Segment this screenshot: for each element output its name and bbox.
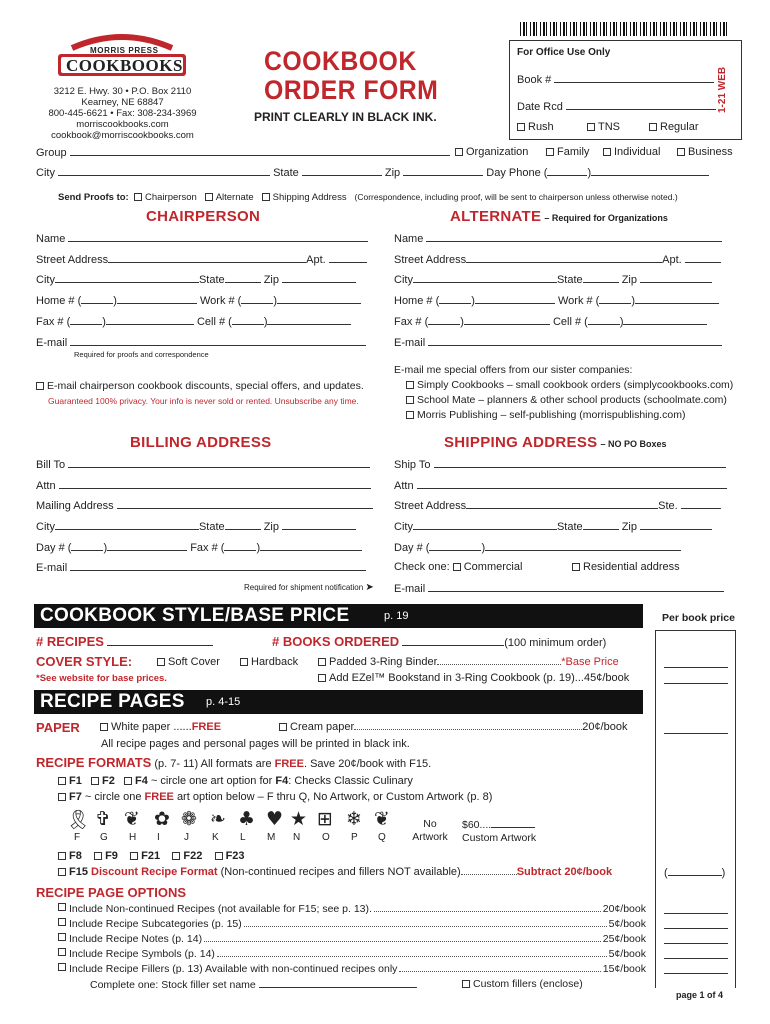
chair-email-field[interactable] xyxy=(70,336,366,346)
bill-to-field[interactable] xyxy=(68,458,370,468)
book-number-field[interactable] xyxy=(554,73,714,83)
morris-publishing-checkbox[interactable] xyxy=(406,411,414,419)
ship-street-field[interactable] xyxy=(466,499,658,509)
chair-state-field[interactable] xyxy=(225,273,261,283)
art-letter: Q xyxy=(378,832,386,843)
send-proofs-label: Send Proofs to: xyxy=(58,192,129,203)
flower-icon[interactable]: ❁ xyxy=(181,808,197,830)
company-address: 3212 E. Hwy. 30 • P.O. Box 2110 Kearney, NE 68847 800-445-6621 • Fax: 308-234-3969 morriscookbooks.com cookbook@morriscookbooks.com xyxy=(48,86,197,141)
business-checkbox[interactable] xyxy=(677,148,685,156)
recipes-field[interactable] xyxy=(107,636,213,646)
alt-work-field[interactable] xyxy=(635,294,719,304)
chair-name-label: Name xyxy=(36,233,66,245)
alt-name-field[interactable] xyxy=(426,232,722,242)
no-po-note: – NO PO Boxes xyxy=(600,439,667,449)
option-row[interactable]: Include Recipe Notes (p. 14) 25¢/book xyxy=(58,933,646,945)
form-title-line1: COOKBOOK xyxy=(264,46,417,76)
ship-day-field[interactable] xyxy=(485,541,681,551)
group-label: Group xyxy=(36,147,67,159)
cream-paper-checkbox[interactable] xyxy=(279,723,287,731)
art-letter: N xyxy=(293,832,301,843)
ship-state-field[interactable] xyxy=(583,520,619,530)
alternate-heading: ALTERNATE xyxy=(450,208,542,225)
chef-hat-icon[interactable]: ♣ xyxy=(238,808,256,830)
filler-set-field[interactable] xyxy=(259,978,417,988)
commercial-checkbox[interactable] xyxy=(453,563,461,571)
art-letter: H xyxy=(129,832,137,843)
bill-fax-area[interactable] xyxy=(224,541,256,551)
style-bar xyxy=(34,604,643,628)
chair-work-area[interactable] xyxy=(241,294,273,304)
bill-zip-field[interactable] xyxy=(282,520,356,530)
star-icon[interactable]: ★ xyxy=(290,808,308,830)
recipe-pages-bar xyxy=(34,690,643,714)
city-field[interactable] xyxy=(58,166,270,176)
ship-email-field[interactable] xyxy=(428,582,724,592)
proofs-alternate-checkbox[interactable] xyxy=(205,193,213,201)
leaf-icon[interactable]: ❦ xyxy=(374,808,390,830)
chair-city-field[interactable] xyxy=(55,273,199,283)
f4-checkbox[interactable] xyxy=(124,777,132,785)
paw-icon[interactable]: ✿ xyxy=(154,808,170,830)
shipment-notification-note: Required for shipment notification xyxy=(244,583,364,592)
alt-email-field[interactable] xyxy=(428,336,722,346)
soft-cover-checkbox[interactable] xyxy=(157,658,165,666)
arrow-icon: ➤ xyxy=(365,582,374,593)
billing-heading: BILLING ADDRESS xyxy=(130,434,272,451)
company-logo xyxy=(52,28,192,82)
state-field[interactable] xyxy=(302,166,382,176)
per-book-price-heading: Per book price xyxy=(662,612,735,624)
bill-state-field[interactable] xyxy=(225,520,261,530)
chair-email-note: Required for proofs and correspondence xyxy=(74,350,209,359)
school-mate-checkbox[interactable] xyxy=(406,396,414,404)
option-price-field[interactable] xyxy=(664,958,728,959)
chair-fax-field[interactable] xyxy=(106,315,194,325)
cover-style-label: COVER STYLE: xyxy=(36,654,133,669)
group-field[interactable] xyxy=(70,146,450,156)
alt-state-field[interactable] xyxy=(583,273,619,283)
option-row[interactable]: Include Recipe Fillers (p. 13) Available with non-continued recipes only 15¢/book xyxy=(58,963,646,975)
chair-name-field[interactable] xyxy=(68,232,368,242)
logo-top-text: MORRIS PRESS xyxy=(90,46,159,55)
white-paper-checkbox[interactable] xyxy=(100,723,108,731)
see-website-note: *See website for base prices. xyxy=(36,673,167,684)
date-received-field[interactable] xyxy=(566,100,716,110)
apple-icon[interactable]: ❧ xyxy=(210,808,226,830)
book-number-label: Book # xyxy=(517,74,552,86)
privacy-note: Guaranteed 100% privacy. Your info is never sold or rented. Unsubscribe any time. xyxy=(48,396,359,406)
office-use-heading: For Office Use Only xyxy=(517,47,611,58)
bill-day-area[interactable] xyxy=(71,541,103,551)
recipe-pages-ref: p. 4-15 xyxy=(206,696,241,708)
ship-day-area[interactable] xyxy=(429,541,481,551)
ship-attn-field[interactable] xyxy=(417,479,727,489)
alt-fax-area[interactable] xyxy=(428,315,460,325)
alt-cell-field[interactable] xyxy=(623,315,707,325)
bill-mailing-field[interactable] xyxy=(117,499,373,509)
chair-cell-field[interactable] xyxy=(267,315,351,325)
print-instruction: PRINT CLEARLY IN BLACK INK. xyxy=(254,110,437,124)
residential-checkbox[interactable] xyxy=(572,563,580,571)
alt-zip-field[interactable] xyxy=(640,273,712,283)
ezel-checkbox[interactable] xyxy=(318,674,326,682)
black-ink-note: All recipe pages and personal pages will be printed in black ink. xyxy=(101,738,410,750)
day-phone-field[interactable] xyxy=(591,166,709,176)
heart-icon[interactable]: ♥ xyxy=(266,808,284,830)
cream-price-field[interactable] xyxy=(664,733,728,734)
option-row[interactable]: Include Non-continued Recipes (not available for F15; see p. 13). 20¢/book xyxy=(58,903,646,915)
option-price-field[interactable] xyxy=(664,943,728,944)
art-letters-row xyxy=(62,832,386,844)
option-price-field[interactable] xyxy=(664,913,728,914)
option-price-field[interactable] xyxy=(664,928,728,929)
bill-attn-field[interactable] xyxy=(59,479,371,489)
chair-apt-field[interactable] xyxy=(329,253,367,263)
art-letter: G xyxy=(100,832,108,843)
chair-cell-area[interactable] xyxy=(232,315,264,325)
ezel-price-field[interactable] xyxy=(664,683,728,684)
ribbon-icon[interactable]: 🎗︎ xyxy=(66,810,91,831)
state-label: State xyxy=(273,167,299,179)
alt-fax-field[interactable] xyxy=(464,315,550,325)
snowflake-icon[interactable]: ❄ xyxy=(346,808,362,830)
custom-fillers-checkbox[interactable] xyxy=(462,980,470,988)
art-letter: M xyxy=(267,832,276,843)
f1-checkbox[interactable] xyxy=(58,777,66,785)
proofs-note: (Correspondence, including proof, will be sent to chairperson unless otherwise noted.) xyxy=(354,192,678,202)
art-letter: I xyxy=(157,832,160,843)
f21-checkbox[interactable] xyxy=(130,852,138,860)
chair-home-area[interactable] xyxy=(81,294,113,304)
recipe-formats-label: RECIPE FORMATS xyxy=(36,755,152,770)
chair-street-label: Street Address xyxy=(36,254,109,266)
recipes-label: # RECIPES xyxy=(36,634,104,649)
bill-city-field[interactable] xyxy=(55,520,199,530)
heart-sparkle-icon[interactable]: ❦ xyxy=(124,808,140,830)
simply-cookbooks-checkbox[interactable] xyxy=(406,381,414,389)
form-version: 1-21 WEB xyxy=(717,66,728,113)
chair-work-field[interactable] xyxy=(277,294,361,304)
tns-checkbox[interactable] xyxy=(587,123,595,131)
custom-artwork-option[interactable]: $60.... Custom Artwork xyxy=(462,819,537,844)
zip-field[interactable] xyxy=(403,166,483,176)
chair-fax-area[interactable] xyxy=(70,315,102,325)
option-price-field[interactable] xyxy=(664,973,728,974)
art-letter: J xyxy=(184,832,189,843)
paper-label: PAPER xyxy=(36,720,80,735)
cross-icon[interactable]: ✞ xyxy=(95,808,111,830)
books-ordered-label: # BOOKS ORDERED xyxy=(272,634,400,649)
barcode xyxy=(520,22,728,36)
f23-checkbox[interactable] xyxy=(215,852,223,860)
alt-home-area[interactable] xyxy=(439,294,471,304)
chair-street-field[interactable] xyxy=(108,253,306,263)
proofs-shipping-checkbox[interactable] xyxy=(262,193,270,201)
bill-day-field[interactable] xyxy=(107,541,187,551)
individual-checkbox[interactable] xyxy=(603,148,611,156)
recipe-pages-heading: RECIPE PAGES xyxy=(40,691,185,712)
option-row[interactable]: Include Recipe Subcategories (p. 15) 5¢/book xyxy=(58,918,646,930)
chairperson-heading: CHAIRPERSON xyxy=(146,208,261,225)
art-letter: P xyxy=(351,832,358,843)
alt-work-area[interactable] xyxy=(599,294,631,304)
ship-to-field[interactable] xyxy=(434,458,726,468)
custom-art-price-field[interactable] xyxy=(491,818,535,828)
bill-fax-field[interactable] xyxy=(260,541,362,551)
recipe-page-options-heading: RECIPE PAGE OPTIONS xyxy=(36,885,187,900)
sister-offers-heading: E-mail me special offers from our sister companies: xyxy=(394,364,633,376)
alt-street-field[interactable] xyxy=(466,253,662,263)
base-price-label: *Base Price xyxy=(561,656,619,668)
regular-checkbox[interactable] xyxy=(649,123,657,131)
form-title-line2: ORDER FORM xyxy=(264,75,439,105)
ship-city-field[interactable] xyxy=(413,520,557,530)
f7-checkbox[interactable] xyxy=(58,793,66,801)
base-price-field[interactable] xyxy=(664,667,728,668)
office-use-box: For Office Use Only Book # Date Rcd Rush TNS Regular 1-21 WEB xyxy=(509,40,742,140)
zip-label: Zip xyxy=(384,167,401,179)
f15-discount-field[interactable] xyxy=(668,866,722,876)
alt-apt-field[interactable] xyxy=(685,253,721,263)
alt-city-field[interactable] xyxy=(413,273,557,283)
quilt-icon[interactable]: ⊞ xyxy=(317,808,333,830)
day-phone-area[interactable] xyxy=(547,166,587,176)
chair-offers-label: E-mail chairperson cookbook discounts, special offers, and updates. xyxy=(47,380,364,392)
ship-ste-field[interactable] xyxy=(681,499,721,509)
date-received-label: Date Rcd xyxy=(517,101,563,113)
chair-zip-field[interactable] xyxy=(282,273,356,283)
f15-checkbox[interactable] xyxy=(58,868,66,876)
binder-checkbox[interactable] xyxy=(318,658,326,666)
alt-home-field[interactable] xyxy=(475,294,555,304)
family-checkbox[interactable] xyxy=(546,148,554,156)
f2-checkbox[interactable] xyxy=(91,777,99,785)
f22-checkbox[interactable] xyxy=(172,852,180,860)
style-heading: COOKBOOK STYLE/BASE PRICE xyxy=(40,605,350,626)
art-letter: F xyxy=(74,832,81,843)
art-letter: O xyxy=(322,832,330,843)
f9-checkbox[interactable] xyxy=(94,852,102,860)
hardback-checkbox[interactable] xyxy=(240,658,248,666)
logo-main-text: COOKBOOKS xyxy=(66,56,183,75)
option-row[interactable]: Include Recipe Symbols (p. 14) 5¢/book xyxy=(58,948,646,960)
chair-home-field[interactable] xyxy=(117,294,197,304)
day-phone-label: Day Phone ( xyxy=(486,167,548,179)
city-label: City xyxy=(36,167,55,179)
shipping-heading: SHIPPING ADDRESS xyxy=(444,434,598,451)
bill-email-field[interactable] xyxy=(70,561,366,571)
minimum-order-note: (100 minimum order) xyxy=(504,637,607,649)
chair-offers-checkbox[interactable] xyxy=(36,382,44,390)
no-artwork-option[interactable]: No Artwork xyxy=(412,818,448,843)
art-letter: K xyxy=(212,832,219,843)
proofs-chair-checkbox[interactable] xyxy=(134,193,142,201)
rush-checkbox[interactable] xyxy=(517,123,525,131)
ship-zip-field[interactable] xyxy=(640,520,712,530)
alt-cell-area[interactable] xyxy=(588,315,620,325)
books-ordered-field[interactable] xyxy=(402,636,504,646)
page-number: page 1 of 4 xyxy=(676,990,724,1000)
organization-checkbox[interactable] xyxy=(455,148,463,156)
f8-checkbox[interactable] xyxy=(58,852,66,860)
art-letter: L xyxy=(240,832,246,843)
style-page-ref: p. 19 xyxy=(384,610,409,622)
filler-set-label: Complete one: Stock filler set name xyxy=(90,979,256,991)
alternate-required-note: – Required for Organizations xyxy=(544,213,668,223)
